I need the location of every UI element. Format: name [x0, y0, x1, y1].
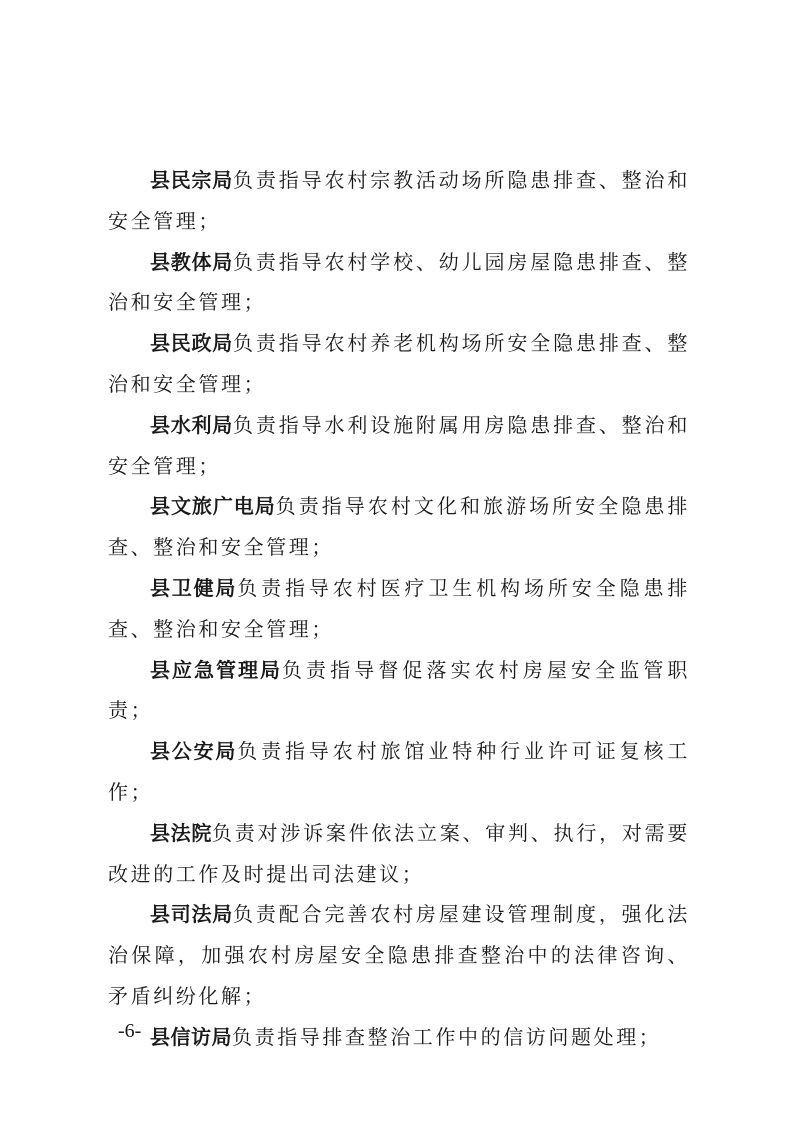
- page-number: -6-: [118, 1020, 142, 1042]
- department-name: 县卫健局: [150, 575, 238, 600]
- paragraph-min-zheng: [108, 323, 690, 405]
- paragraph-shui-li: [108, 405, 690, 487]
- responsibility-text: 负责指导农村养老机构场所安全隐患排查、整治和安全管理；: [108, 331, 691, 396]
- department-name: 县公安局: [150, 739, 238, 764]
- department-name: 县信访局: [150, 1024, 232, 1049]
- paragraph-xin-fang: [108, 1017, 690, 1058]
- responsibility-text: 负责指导排查整治工作中的信访问题处理；: [232, 1024, 662, 1049]
- responsibility-text: 负责指导水利设施附属用房隐患排查、整治和安全管理；: [108, 412, 691, 478]
- responsibility-text: 负责对涉诉案件依法立案、审判、执行，对需要改进的工作及时提出司法建议；: [108, 820, 690, 886]
- department-name: 县水利局: [150, 412, 234, 437]
- department-name: 县应急管理局: [150, 657, 282, 682]
- department-name: 县民宗局: [150, 168, 234, 192]
- department-name: 县文旅广电局: [150, 494, 276, 519]
- department-name: 县教体局: [150, 249, 234, 274]
- responsibility-text: 负责指导农村医疗卫生机构场所安全隐患排查、整治和安全管理；: [108, 575, 690, 641]
- responsibility-text: 负责指导农村宗教活动场所隐患排查、整治和安全管理；: [108, 168, 691, 233]
- responsibility-text: 负责指导督促落实农村房屋安全监管职责；: [108, 657, 691, 723]
- responsibility-text: 负责配合完善农村房屋建设管理制度，强化法治保障，加强农村房屋安全隐患排查整治中的法律咨询、矛盾纠纷化解；: [108, 902, 691, 1008]
- body-text: [108, 160, 690, 1058]
- department-name: 县司法局: [150, 902, 234, 927]
- department-name: 县民政局: [150, 331, 234, 356]
- paragraph-fa-yuan: [108, 813, 690, 895]
- paragraph-wei-jian: [108, 568, 690, 650]
- paragraph-jiao-ti: [108, 242, 690, 324]
- paragraph-gong-an: [108, 731, 690, 813]
- department-name: 县法院: [150, 820, 213, 845]
- paragraph-wen-lv: [108, 486, 690, 568]
- paragraph-si-fa: [108, 894, 690, 1016]
- responsibility-text: 负责指导农村学校、幼儿园房屋隐患排查、整治和安全管理；: [108, 249, 691, 315]
- paragraph-min-zong: [108, 160, 690, 242]
- paragraph-ying-ji: [108, 650, 690, 732]
- responsibility-text: 负责指导农村文化和旅游场所安全隐患排查、整治和安全管理；: [108, 494, 691, 560]
- responsibility-text: 负责指导农村旅馆业特种行业许可证复核工作；: [108, 739, 690, 804]
